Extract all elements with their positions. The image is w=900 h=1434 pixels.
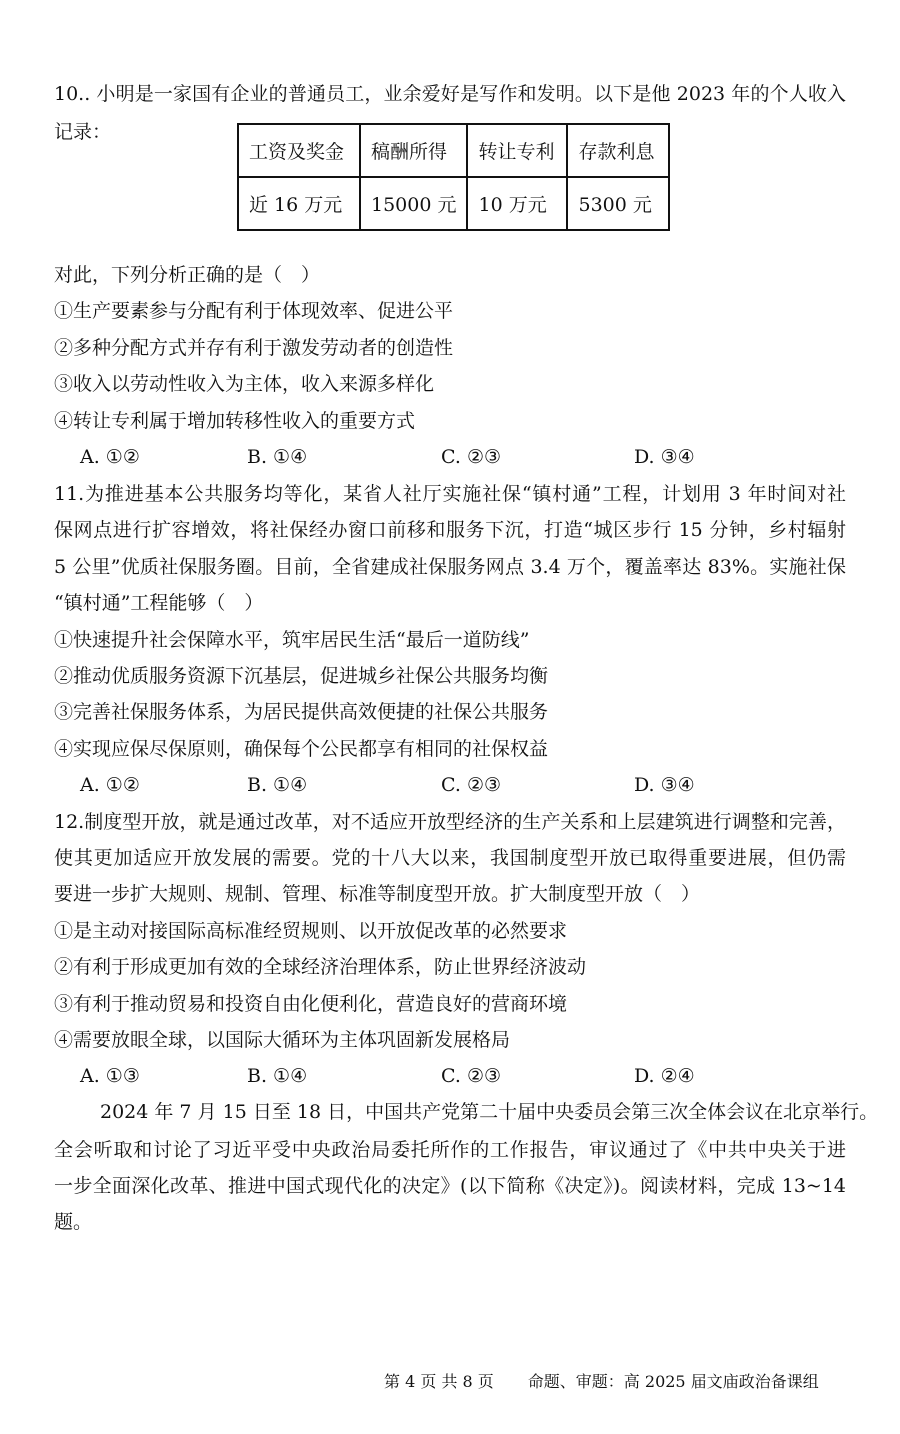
q10-statement-1: ①生产要素参与分配有利于体现效率、促进公平: [54, 300, 454, 322]
q12-statement-2: ②有利于形成更加有效的全球经济治理体系，防止世界经济波动: [54, 956, 587, 978]
table-row: [238, 177, 669, 230]
q12-statement-4: ④需要放眼全球，以国际大循环为主体巩固新发展格局: [54, 1029, 511, 1051]
q12-statement-3: ③有利于推动贸易和投资自由化便利化，营造良好的营商环境: [54, 993, 568, 1015]
q10-question: 对此，下列分析正确的是（ ）: [54, 264, 321, 286]
q12-option-d[interactable]: D. ②④: [634, 1065, 695, 1087]
table-cell: 近 16 万元: [238, 177, 360, 230]
q12-option-b[interactable]: B. ①④: [247, 1065, 308, 1087]
q11-statement-1: ①快速提升社会保障水平，筑牢居民生活“最后一道防线”: [54, 629, 530, 651]
table-cell: 5300 元: [567, 177, 669, 230]
q10-option-c[interactable]: C. ②③: [441, 446, 502, 468]
footer-credit: 命题、审题：高 2025 届文庙政治备课组: [527, 1372, 819, 1391]
material-line-4: 题。: [54, 1211, 93, 1233]
q12-option-a[interactable]: A. ①③: [80, 1065, 140, 1087]
q11-statement-3: ③完善社保服务体系，为居民提供高效便捷的社保公共服务: [54, 701, 549, 723]
q12-stem-line-2: 使其更加适应开放发展的需要。党的十八大以来，我国制度型开放已取得重要进展，但仍需: [54, 847, 846, 869]
material-line-3: 一步全面深化改革、推进中国式现代化的决定》(以下简称《决定》)。阅读材料，完成 13~14: [54, 1175, 846, 1197]
q11-option-d[interactable]: D. ③④: [634, 774, 695, 796]
income-table: [237, 123, 670, 231]
material-line-1: 2024 年 7 月 15 日至 18 日，中国共产党第二十届中央委员会第三次全体会议在北京举行。: [100, 1101, 879, 1123]
table-header-cell: 工资及奖金: [238, 124, 360, 177]
q12-statement-1: ①是主动对接国际高标准经贸规则、以开放促改革的必然要求: [54, 920, 568, 942]
q10-option-b[interactable]: B. ①④: [247, 446, 308, 468]
q11-stem-line-3: 5 公里”优质社保服务圈。目前，全省建成社保服务网点 3.4 万个，覆盖率达 83%。实施社保: [54, 556, 846, 578]
q11-statement-2: ②推动优质服务资源下沉基层，促进城乡社保公共服务均衡: [54, 665, 549, 687]
q10-statement-4: ④转让专利属于增加转移性收入的重要方式: [54, 410, 416, 432]
q12-stem-line-3: 要进一步扩大规则、规制、管理、标准等制度型开放。扩大制度型开放（ ）: [54, 883, 701, 905]
q12-stem-line-1: 12.制度型开放，就是通过改革，对不适应开放型经济的生产关系和上层建筑进行调整和完善，: [54, 811, 846, 833]
table-header-cell: 转让专利: [467, 124, 567, 177]
q10-statement-3: ③收入以劳动性收入为主体，收入来源多样化: [54, 373, 435, 395]
table-cell: 15000 元: [360, 177, 467, 230]
q11-option-a[interactable]: A. ①②: [80, 774, 140, 796]
q10-option-a[interactable]: A. ①②: [80, 446, 140, 468]
q12-option-c[interactable]: C. ②③: [441, 1065, 502, 1087]
q10-option-d[interactable]: D. ③④: [634, 446, 695, 468]
table-header-cell: 稿酬所得: [360, 124, 467, 177]
page-number: 第 4 页 共 8 页: [384, 1372, 494, 1391]
q10-stem-line-2: 记录：: [54, 121, 112, 143]
table-header-cell: 存款利息: [567, 124, 669, 177]
q11-option-c[interactable]: C. ②③: [441, 774, 502, 796]
q11-stem-line-1: 11.为推进基本公共服务均等化，某省人社厅实施社保“镇村通”工程，计划用 3 年时间对社: [54, 483, 846, 505]
q10-stem-line-1: 10.. 小明是一家国有企业的普通员工，业余爱好是写作和发明。以下是他 2023 年的个人收入: [54, 83, 846, 105]
q10-statement-2: ②多种分配方式并存有利于激发劳动者的创造性: [54, 337, 454, 359]
page-footer: [384, 1372, 819, 1392]
material-line-2: 全会听取和讨论了习近平受中央政治局委托所作的工作报告，审议通过了《中共中央关于进: [54, 1139, 846, 1161]
q11-stem-line-2: 保网点进行扩容增效，将社保经办窗口前移和服务下沉，打造“城区步行 15 分钟，乡村辐射: [54, 519, 846, 541]
table-cell: 10 万元: [467, 177, 567, 230]
table-header-row: [238, 124, 669, 177]
q11-statement-4: ④实现应保尽保原则，确保每个公民都享有相同的社保权益: [54, 738, 549, 760]
q11-stem-line-4: “镇村通”工程能够（ ）: [54, 592, 264, 614]
q11-option-b[interactable]: B. ①④: [247, 774, 308, 796]
